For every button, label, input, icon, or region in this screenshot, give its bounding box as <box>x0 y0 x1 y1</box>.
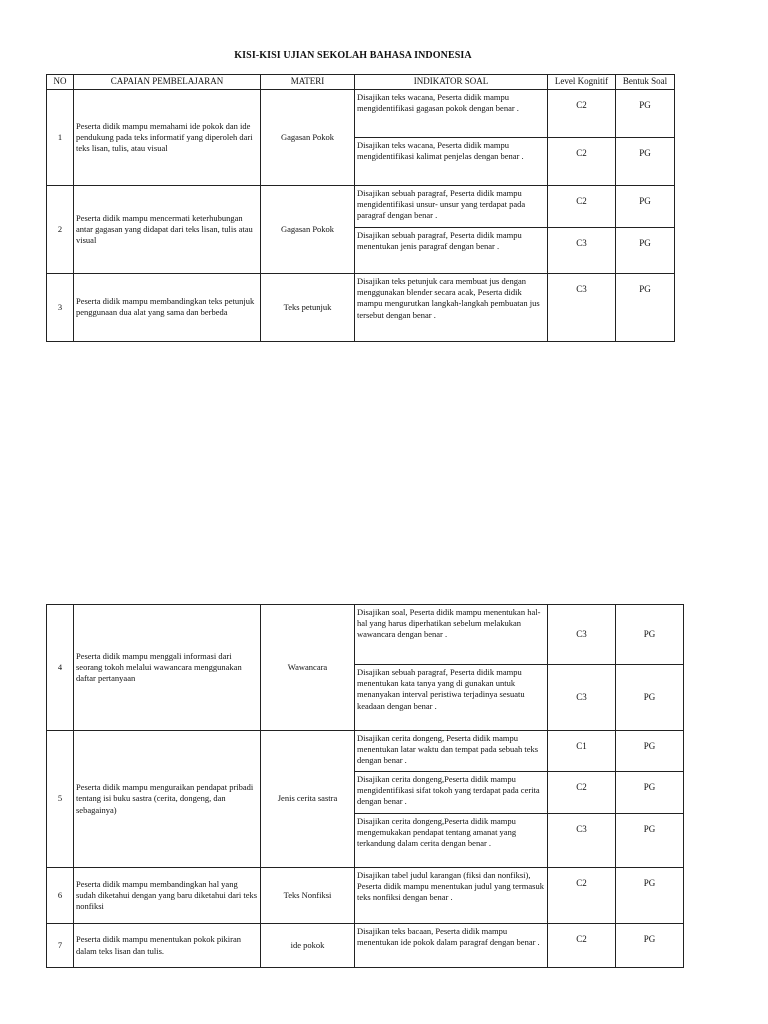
capaian-cell: Peserta didik mampu menguraikan pendapat pribadi tentang isi buku sastra (cerita, dongeng, dan sebagainya) <box>74 731 261 868</box>
table-row <box>47 605 684 665</box>
level-cell: C3 <box>548 605 616 665</box>
row-number: 6 <box>47 868 74 924</box>
bentuk-cell: PG <box>616 731 684 772</box>
level-cell: C2 <box>548 185 616 227</box>
level-cell: C2 <box>548 137 616 185</box>
indikator-cell: Disajikan teks wacana, Peserta didik mampu mengidentifikasi kalimat penjelas dengan benar . <box>355 137 548 185</box>
level-cell: C1 <box>548 731 616 772</box>
indikator-cell: Disajikan soal, Peserta didik mampu menentukan hal- hal yang harus diperhatikan sebelum melakukan wawancara dengan benar . <box>355 605 548 665</box>
table-row <box>47 89 675 137</box>
materi-cell: Jenis cerita sastra <box>261 731 355 868</box>
table-row <box>47 868 684 924</box>
bentuk-cell: PG <box>616 227 675 273</box>
indikator-cell: Disajikan sebuah paragraf, Peserta didik mampu menentukan jenis paragraf dengan benar . <box>355 227 548 273</box>
indikator-cell: Disajikan sebuah paragraf, Peserta didik mampu menentukan kata tanya yang di gunakan untuk menanyakan interval peristiwa terjadinya sesuatu keadaan dengan benar . <box>355 665 548 731</box>
header-indikator: INDIKATOR SOAL <box>355 75 548 90</box>
row-number: 5 <box>47 731 74 868</box>
header-materi: MATERI <box>261 75 355 90</box>
bentuk-cell: PG <box>616 185 675 227</box>
bentuk-cell: PG <box>616 814 684 868</box>
level-cell: C2 <box>548 924 616 968</box>
level-cell: C3 <box>548 814 616 868</box>
capaian-cell: Peserta didik mampu memahami ide pokok dan ide pendukung pada teks informatif yang diperoleh dari teks lisan, tulis, atau visual <box>74 89 261 185</box>
bentuk-cell: PG <box>616 772 684 814</box>
indikator-cell: Disajikan teks wacana, Peserta didik mampu mengidentifikasi gagasan pokok dengan benar . <box>355 89 548 137</box>
grid-table-page-2 <box>46 604 684 968</box>
level-cell: C3 <box>548 227 616 273</box>
materi-cell: Gagasan Pokok <box>261 89 355 185</box>
table-header-row <box>47 75 675 90</box>
header-bentuk: Bentuk Soal <box>616 75 675 90</box>
bentuk-cell: PG <box>616 924 684 968</box>
capaian-cell: Peserta didik mampu membandingkan hal yang sudah diketahui dengan yang baru diketahui dari teks nonfiksi <box>74 868 261 924</box>
document-title: KISI-KISI UJIAN SEKOLAH BAHASA INDONESIA <box>234 50 472 61</box>
materi-cell: ide pokok <box>261 924 355 968</box>
indikator-cell: Disajikan teks bacaan, Peserta didik mampu menentukan ide pokok dalam paragraf dengan benar . <box>355 924 548 968</box>
indikator-cell: Disajikan cerita dongeng, Peserta didik mampu menentukan latar waktu dan tempat pada sebuah teks dengan benar . <box>355 731 548 772</box>
indikator-cell: Disajikan teks petunjuk cara membuat jus dengan menggunakan blender secara acak, Peserta didik mampu mengurutkan langkah-langkah pembuatan jus tersebut dengan benar . <box>355 273 548 341</box>
level-cell: C3 <box>548 273 616 341</box>
materi-cell: Teks petunjuk <box>261 273 355 341</box>
row-number: 2 <box>47 185 74 273</box>
table-row <box>47 731 684 772</box>
grid-table-page-1 <box>46 74 675 342</box>
materi-cell: Gagasan Pokok <box>261 185 355 273</box>
level-cell: C2 <box>548 868 616 924</box>
bentuk-cell: PG <box>616 665 684 731</box>
indikator-cell: Disajikan tabel judul karangan (fiksi dan nonfiksi), Peserta didik mampu menentukan judul yang termasuk teks nonfiksi dengan benar . <box>355 868 548 924</box>
level-cell: C3 <box>548 665 616 731</box>
capaian-cell: Peserta didik mampu menggali informasi dari seorang tokoh melalui wawancara menggunakan daftar pertanyaan <box>74 605 261 731</box>
indikator-cell: Disajikan cerita dongeng,Peserta didik mampu mengidentifikasi sifat tokoh yang terdapat pada cerita dengan benar . <box>355 772 548 814</box>
bentuk-cell: PG <box>616 273 675 341</box>
header-level: Level Kognitif <box>548 75 616 90</box>
level-cell: C2 <box>548 89 616 137</box>
row-number: 1 <box>47 89 74 185</box>
capaian-cell: Peserta didik mampu menentukan pokok pikiran dalam teks lisan dan tulis. <box>74 924 261 968</box>
bentuk-cell: PG <box>616 137 675 185</box>
indikator-cell: Disajikan sebuah paragraf, Peserta didik mampu mengidentifikasi unsur- unsur yang terdapat pada paragraf dengan benar . <box>355 185 548 227</box>
table-row <box>47 273 675 341</box>
indikator-cell: Disajikan cerita dongeng,Peserta didik mampu mengemukakan pendapat tentang amanat yang terkandung dalam cerita dengan benar . <box>355 814 548 868</box>
bentuk-cell: PG <box>616 605 684 665</box>
header-capaian: CAPAIAN PEMBELAJARAN <box>74 75 261 90</box>
row-number: 4 <box>47 605 74 731</box>
header-no: NO <box>47 75 74 90</box>
row-number: 7 <box>47 924 74 968</box>
table-row <box>47 185 675 227</box>
materi-cell: Teks Nonfiksi <box>261 868 355 924</box>
level-cell: C2 <box>548 772 616 814</box>
capaian-cell: Peserta didik mampu membandingkan teks petunjuk penggunaan dua alat yang sama dan berbeda <box>74 273 261 341</box>
table-row <box>47 924 684 968</box>
bentuk-cell: PG <box>616 89 675 137</box>
bentuk-cell: PG <box>616 868 684 924</box>
capaian-cell: Peserta didik mampu mencermati keterhubungan antar gagasan yang didapat dari teks lisan, tulis atau visual <box>74 185 261 273</box>
materi-cell: Wawancara <box>261 605 355 731</box>
row-number: 3 <box>47 273 74 341</box>
